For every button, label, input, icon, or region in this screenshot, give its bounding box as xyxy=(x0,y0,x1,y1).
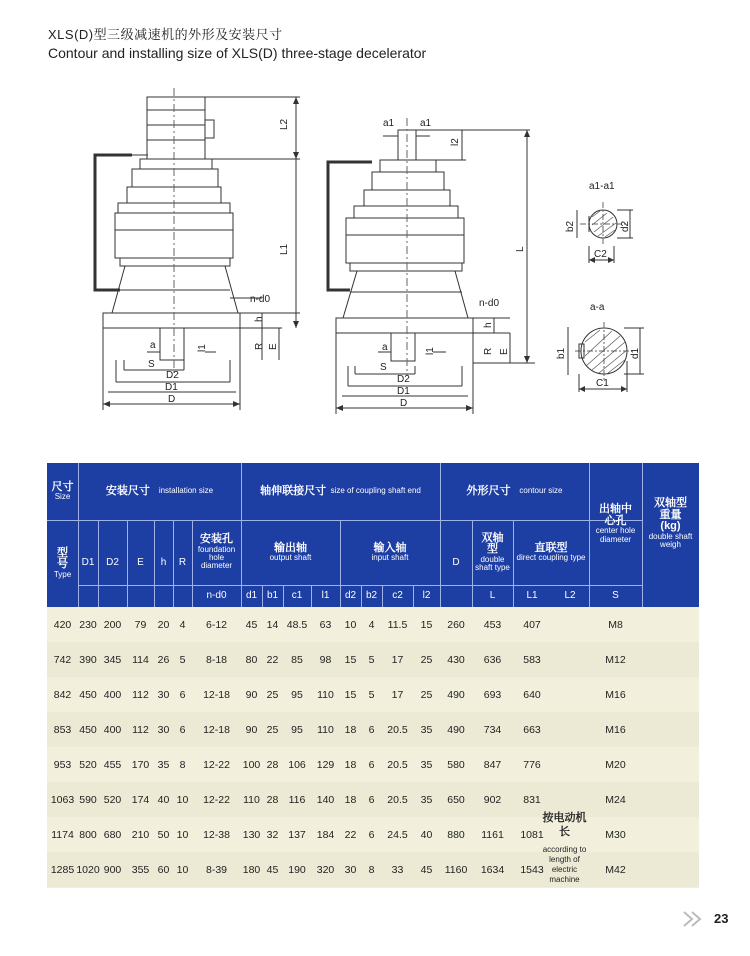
table-cell: 742 xyxy=(53,653,72,666)
table-cell: 900 xyxy=(103,863,122,876)
table-cell: 20 xyxy=(157,618,170,631)
table-cell: 63 xyxy=(319,618,332,631)
table-cell: 6 xyxy=(179,723,186,736)
table-cell: 12-38 xyxy=(203,828,230,841)
table-cell: M16 xyxy=(605,688,626,701)
label-D2-left: D2 xyxy=(166,370,179,381)
header-weight: 双轴型重量(kg) double shaft weigh xyxy=(648,497,693,550)
table-cell: M8 xyxy=(608,618,623,631)
table-cell: 12-18 xyxy=(203,723,230,736)
col-d1: d1 xyxy=(245,589,258,601)
table-cell: 450 xyxy=(79,723,97,736)
table-cell: 1285 xyxy=(50,863,75,876)
col-l1: l1 xyxy=(321,589,330,601)
table-row xyxy=(47,782,699,817)
table-cell: 85 xyxy=(291,653,303,666)
table-cell: 902 xyxy=(483,793,502,806)
table-cell: 8-39 xyxy=(205,863,227,876)
table-cell: 490 xyxy=(447,688,465,701)
decelerator-outline-drawing xyxy=(0,80,750,420)
table-cell: 18 xyxy=(344,723,357,736)
specification-table xyxy=(47,463,699,888)
table-row xyxy=(47,817,699,852)
table-cell: 35 xyxy=(420,793,433,806)
header-installation-size: 安装尺寸 installation size xyxy=(105,484,214,497)
table-cell: 40 xyxy=(420,828,433,841)
col-l2: l2 xyxy=(422,589,431,601)
label-section-a1a1: a1-a1 xyxy=(589,181,615,192)
col-h: h xyxy=(160,557,167,569)
label-L: L xyxy=(515,246,526,252)
col-D2: D2 xyxy=(106,557,119,569)
label-C2: C2 xyxy=(594,249,607,260)
table-cell: 6-12 xyxy=(205,618,227,631)
label-h-left: h xyxy=(254,316,265,322)
table-cell: 48.5 xyxy=(286,618,308,631)
table-cell: 430 xyxy=(447,653,465,666)
technical-drawing xyxy=(0,80,750,420)
table-cell: 6 xyxy=(368,723,375,736)
header-contour-size: 外形尺寸 contour size xyxy=(466,484,563,497)
table-cell: 5 xyxy=(368,653,375,666)
table-cell: 520 xyxy=(79,758,97,771)
label-D1-mid: D1 xyxy=(397,386,410,397)
table-row xyxy=(47,677,699,712)
label-S-mid: S xyxy=(380,362,387,373)
table-cell: 20.5 xyxy=(387,723,408,736)
col-L: L xyxy=(489,589,496,601)
table-cell: 853 xyxy=(53,723,72,736)
table-cell: 210 xyxy=(131,828,150,841)
header-center-hole: 出轴中心孔 center hole diameter xyxy=(595,503,636,544)
table-cell: M24 xyxy=(605,793,626,806)
table-cell: 30 xyxy=(157,723,170,736)
header-type: 型号 Type xyxy=(53,546,72,579)
table-cell: 776 xyxy=(523,758,541,771)
table-cell: 580 xyxy=(447,758,465,771)
col-b1: b1 xyxy=(266,589,279,601)
label-S-left: S xyxy=(148,359,155,370)
table-cell: 1081 xyxy=(520,828,544,841)
table-cell: 490 xyxy=(447,723,465,736)
label-a-left: a xyxy=(150,340,156,351)
table-cell: 110 xyxy=(317,723,334,736)
table-cell: 112 xyxy=(132,723,149,736)
table-cell: 24.5 xyxy=(387,828,408,841)
table-cell: 260 xyxy=(447,618,465,631)
table-cell: 20.5 xyxy=(387,793,408,806)
label-b1: b1 xyxy=(556,347,567,359)
table-cell: 1543 xyxy=(520,863,544,876)
table-cell: 170 xyxy=(131,758,150,771)
label-l1-left: l1 xyxy=(197,344,208,352)
table-cell: 390 xyxy=(79,653,97,666)
table-cell: 116 xyxy=(288,793,306,806)
table-cell: 35 xyxy=(420,723,433,736)
table-cell: 20.5 xyxy=(387,758,408,771)
col-D1: D1 xyxy=(81,557,95,569)
table-cell: 17 xyxy=(391,653,404,666)
table-cell: 15 xyxy=(420,618,433,631)
col-d2: d2 xyxy=(344,589,357,601)
label-C1: C1 xyxy=(596,378,609,389)
label-h-mid: h xyxy=(483,322,494,328)
col-L1: L1 xyxy=(526,589,538,601)
table-cell: 35 xyxy=(420,758,433,771)
table-cell: 453 xyxy=(483,618,502,631)
col-E: E xyxy=(137,557,144,569)
table-cell: 174 xyxy=(131,793,150,806)
table-cell: 18 xyxy=(344,793,357,806)
table-cell: 200 xyxy=(103,618,122,631)
table-cell: 130 xyxy=(242,828,261,841)
table-cell: 880 xyxy=(447,828,465,841)
chevron-mark-icon xyxy=(680,908,710,930)
table-cell: 35 xyxy=(157,758,170,771)
table-cell: 30 xyxy=(344,863,357,876)
table-cell: M42 xyxy=(605,863,626,876)
table-cell: 831 xyxy=(523,793,541,806)
table-cell: 14 xyxy=(266,618,279,631)
table-cell: 22 xyxy=(266,653,279,666)
table-cell: 847 xyxy=(483,758,502,771)
motor-length-note: 按电动机长 according to length of electric machine xyxy=(542,812,587,884)
col-c2: c2 xyxy=(392,589,403,601)
table-cell: 140 xyxy=(316,793,335,806)
label-E-mid: E xyxy=(499,348,510,355)
header-size: 尺寸 Size xyxy=(51,480,74,502)
label-n-d0-mid: n-d0 xyxy=(479,298,500,309)
table-cell: 40 xyxy=(157,793,170,806)
table-cell: 6 xyxy=(368,758,375,771)
label-l2: l2 xyxy=(450,138,461,146)
table-row xyxy=(47,747,699,782)
table-cell: 1160 xyxy=(444,863,468,876)
header-double-shaft: 双轴型 double shaft type xyxy=(475,531,510,573)
table-row xyxy=(47,642,699,677)
table-cell: 1174 xyxy=(51,828,74,841)
header-coupling-size: 轴伸联接尺寸 size of coupling shaft end xyxy=(260,484,421,497)
table-cell: 1161 xyxy=(481,828,504,841)
table-cell: 28 xyxy=(266,758,279,771)
table-cell: 800 xyxy=(79,828,97,841)
table-cell: 12-22 xyxy=(203,793,230,806)
label-E-left: E xyxy=(268,343,279,350)
table-cell: 15 xyxy=(344,653,357,666)
table-cell: 90 xyxy=(245,688,258,701)
table-body xyxy=(47,607,699,888)
table-cell: 32 xyxy=(266,828,279,841)
table-cell: 25 xyxy=(266,723,279,736)
table-cell: 60 xyxy=(157,863,170,876)
table-row xyxy=(47,712,699,747)
col-c1: c1 xyxy=(291,589,303,601)
table-cell: 6 xyxy=(368,793,375,806)
table-cell: 355 xyxy=(131,863,150,876)
table-cell: 112 xyxy=(132,688,149,701)
table-cell: 400 xyxy=(103,723,122,736)
label-l1-mid: l1 xyxy=(425,347,436,355)
col-S: S xyxy=(612,589,619,601)
table-cell: 10 xyxy=(344,618,357,631)
table-cell: 12-18 xyxy=(203,688,230,701)
table-cell: 110 xyxy=(317,688,334,701)
table-cell: M20 xyxy=(605,758,626,771)
table-cell: 5 xyxy=(179,653,186,666)
table-cell: 15 xyxy=(344,688,357,701)
table-cell: 5 xyxy=(368,688,375,701)
label-L1: L1 xyxy=(279,243,290,255)
table-cell: 590 xyxy=(79,793,97,806)
label-D1-left: D1 xyxy=(165,382,178,393)
table-cell: 663 xyxy=(523,723,541,736)
table-cell: 110 xyxy=(243,793,260,806)
label-R-left: R xyxy=(254,342,265,350)
col-b2: b2 xyxy=(365,589,378,601)
table-cell: 190 xyxy=(288,863,306,876)
table-cell: 650 xyxy=(447,793,465,806)
table-cell: 50 xyxy=(157,828,170,841)
table-cell: 640 xyxy=(523,688,541,701)
table-cell: M30 xyxy=(605,828,626,841)
table-cell: 137 xyxy=(288,828,306,841)
page-title-english: Contour and installing size of XLS(D) three-stage decelerator xyxy=(48,45,427,61)
table-cell: 129 xyxy=(316,758,335,771)
table-cell: 8 xyxy=(179,758,186,771)
table-cell: 80 xyxy=(245,653,258,666)
table-cell: 25 xyxy=(420,653,433,666)
label-n-d0-left: n-d0 xyxy=(250,294,271,305)
label-a1-left: a1 xyxy=(383,118,395,129)
table-cell: 95 xyxy=(291,723,303,736)
page-title-chinese: XLS(D)型三级减速机的外形及安装尺寸 xyxy=(48,27,283,42)
label-R-mid: R xyxy=(483,347,494,355)
table-cell: 184 xyxy=(316,828,335,841)
header-foundation-hole: 安装孔 foundation hole diameter xyxy=(197,533,236,571)
label-d1: d1 xyxy=(630,347,641,359)
table-cell: 114 xyxy=(132,653,149,666)
table-cell: 98 xyxy=(319,653,332,666)
table-cell: 180 xyxy=(242,863,261,876)
table-cell: 693 xyxy=(483,688,502,701)
col-n-d0: n-d0 xyxy=(206,589,227,601)
table-cell: 26 xyxy=(157,653,170,666)
table-cell: 230 xyxy=(79,618,97,631)
table-cell: 106 xyxy=(288,758,306,771)
table-cell: M16 xyxy=(605,723,626,736)
col-D: D xyxy=(452,557,460,569)
table-cell: 8 xyxy=(368,863,375,876)
table-cell: 30 xyxy=(157,688,170,701)
table-cell: 636 xyxy=(483,653,502,666)
table-cell: 33 xyxy=(391,863,404,876)
table-cell: 45 xyxy=(420,863,433,876)
table-cell: 11.5 xyxy=(387,618,408,631)
table-cell: 10 xyxy=(176,828,189,841)
header-output-shaft: 输出轴 output shaft xyxy=(269,541,312,563)
table-cell: 45 xyxy=(245,618,258,631)
table-cell: 18 xyxy=(344,758,357,771)
table-cell: 12-22 xyxy=(203,758,230,771)
col-R: R xyxy=(178,557,187,569)
table-cell: 4 xyxy=(368,618,375,631)
table-cell: 6 xyxy=(179,688,186,701)
col-L2: L2 xyxy=(564,589,576,601)
table-cell: 79 xyxy=(134,618,147,631)
table-cell: 420 xyxy=(53,618,72,631)
label-section-aa: a-a xyxy=(590,302,605,313)
label-a1-right: a1 xyxy=(420,118,432,129)
table-cell: 583 xyxy=(523,653,541,666)
table-cell: 22 xyxy=(344,828,357,841)
table-cell: 8-18 xyxy=(205,653,227,666)
label-b2: b2 xyxy=(565,220,576,232)
table-cell: 455 xyxy=(103,758,122,771)
table-cell: 450 xyxy=(79,688,97,701)
table-cell: 10 xyxy=(176,863,189,876)
header-direct-coupling: 直联型 direct coupling type xyxy=(516,541,586,563)
table-cell: M12 xyxy=(605,653,626,666)
table-cell: 842 xyxy=(53,688,72,701)
label-L2: L2 xyxy=(279,118,290,130)
page-number: 23 xyxy=(714,911,729,926)
table-cell: 400 xyxy=(103,688,122,701)
table-cell: 680 xyxy=(103,828,122,841)
table-cell: 345 xyxy=(103,653,122,666)
table-header xyxy=(47,463,699,607)
header-input-shaft: 输入轴 input shaft xyxy=(371,541,409,563)
table-cell: 953 xyxy=(53,758,72,771)
table-cell: 734 xyxy=(483,723,502,736)
label-D-mid: D xyxy=(400,398,408,409)
table-cell: 407 xyxy=(523,618,541,631)
label-D-left: D xyxy=(168,394,176,405)
table-cell: 320 xyxy=(316,863,335,876)
table-cell: 45 xyxy=(266,863,279,876)
label-a-mid: a xyxy=(382,342,388,353)
table-cell: 1020 xyxy=(76,863,100,876)
table-cell: 25 xyxy=(420,688,433,701)
table-cell: 1634 xyxy=(480,863,505,876)
table-cell: 4 xyxy=(179,618,186,631)
table-cell: 100 xyxy=(242,758,261,771)
table-cell: 28 xyxy=(266,793,279,806)
table-cell: 95 xyxy=(291,688,303,701)
table-cell: 17 xyxy=(391,688,404,701)
table-cell: 90 xyxy=(245,723,258,736)
table-cell: 1063 xyxy=(50,793,75,806)
table-cell: 25 xyxy=(266,688,279,701)
table-cell: 10 xyxy=(176,793,189,806)
table-row xyxy=(47,852,699,887)
table-cell: 520 xyxy=(103,793,122,806)
table-row xyxy=(47,607,699,642)
label-D2-mid: D2 xyxy=(397,374,410,385)
label-d2: d2 xyxy=(620,220,631,232)
table-cell: 6 xyxy=(368,828,375,841)
